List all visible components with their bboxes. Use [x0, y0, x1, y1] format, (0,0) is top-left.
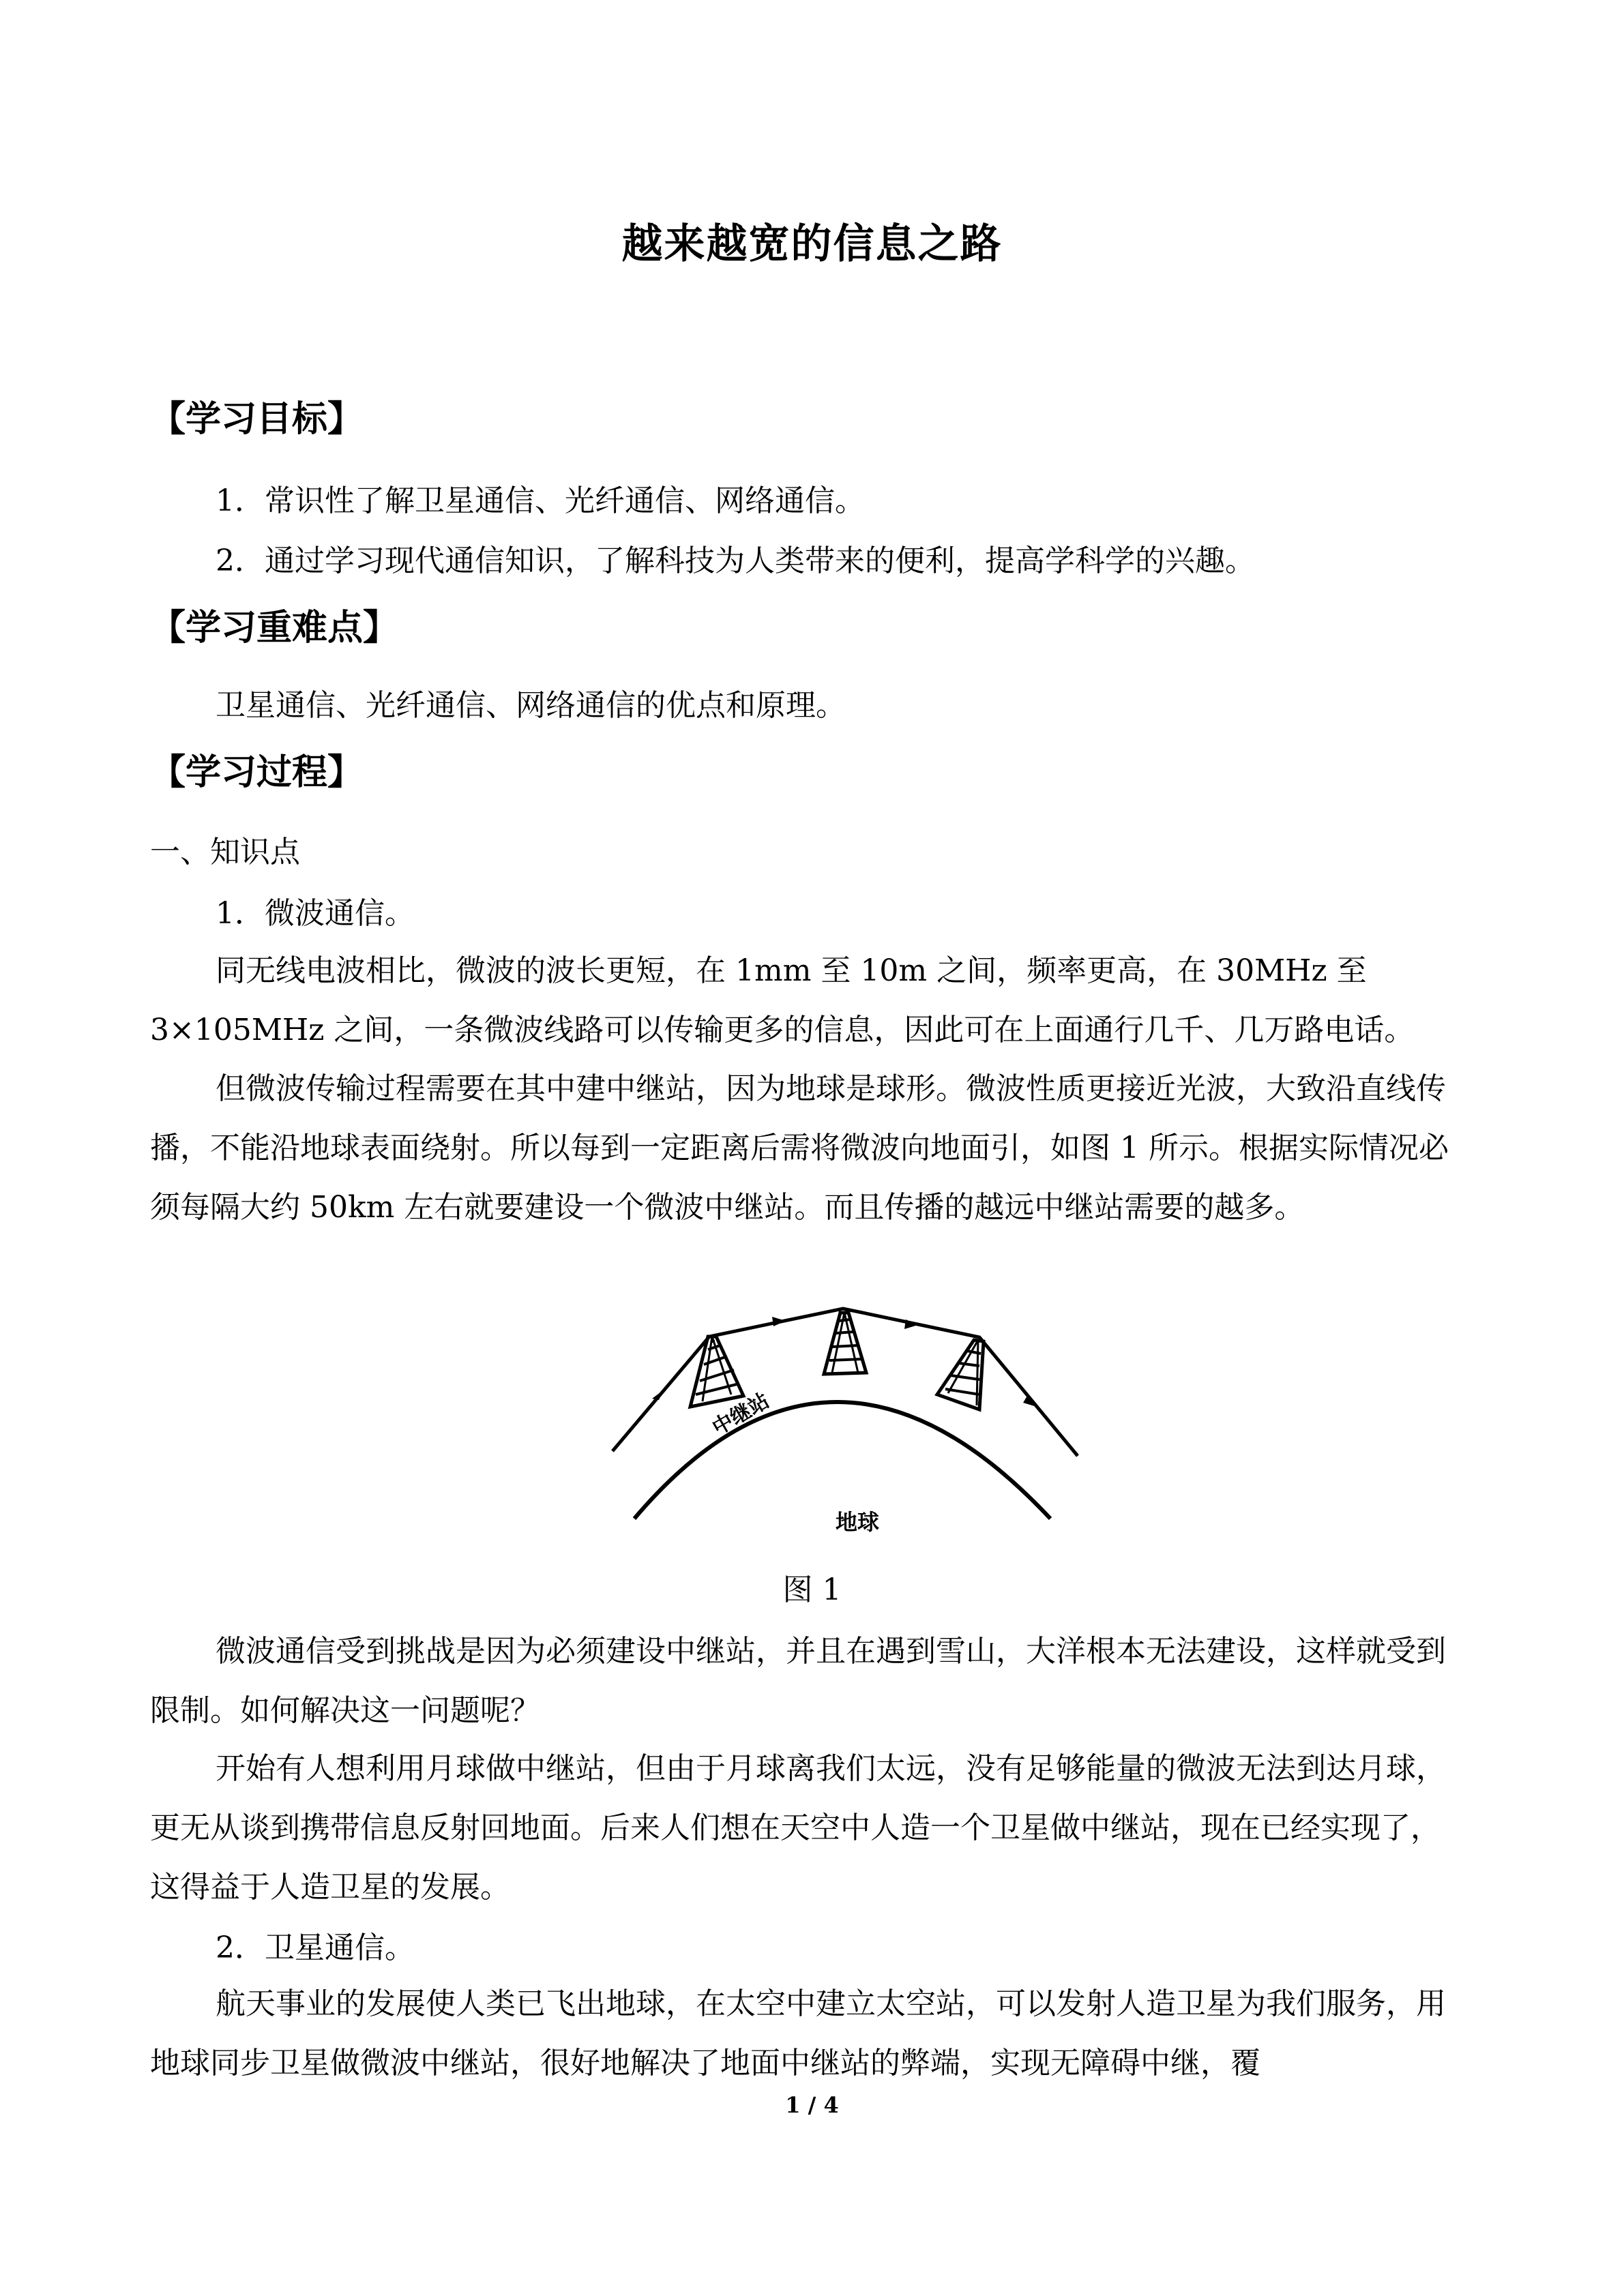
paragraph-challenge: 微波通信受到挑战是因为必须建设中继站，并且在遇到雪山，大洋根本无法建设，这样就受到限制。如何解决这一问题呢？ [150, 1634, 1446, 1728]
earth-label: 地球 [836, 1509, 880, 1535]
arrow-2 [772, 1317, 786, 1326]
section-label: 一、知识点 [150, 835, 300, 869]
arrow-3 [904, 1320, 918, 1329]
paragraph-relay-stations: 但微波传输过程需要在其中建中继站，因为地球是球形。微波性质更接近光波，大致沿直线传播，不能沿地球表面绕射。所以每到一定距离后需将微波向地面引，如图 1 所示。根据实际情况必须每隔大约 50km 左右就要建设一个微波中继站。而且传播的越远中继站需要的越多。 [150, 1071, 1449, 1225]
figure-caption: 图 1 [782, 1572, 842, 1607]
paragraph-satellite: 航天事业的发展使人类已飞出地球，在太空中建立太空站，可以发射人造卫星为我们服务，用地球同步卫星做微波中继站，很好地解决了地面中继站的弊端，实现无障碍中继，覆 [150, 1986, 1446, 2081]
goal-item-2: 2．通过学习现代通信知识，了解科技为人类带来的便利，提高学科学的兴趣。 [216, 543, 1255, 578]
paragraph-moon-relay: 开始有人想利用月球做中继站，但由于月球离我们太远，没有足够能量的微波无法到达月球，更无从谈到携带信息反射回地面。后来人们想在天空中人造一个卫星做中继站，现在已经实现了，这得益于人造卫星的发展。 [150, 1751, 1446, 1905]
key-points-heading: 【学习重难点】 [150, 608, 399, 648]
relay-tower-3 [937, 1340, 984, 1410]
relay-diagram [600, 1299, 1091, 1551]
point-satellite: 2．卫星通信。 [216, 1930, 415, 1965]
relay-station-label: 中继站 [708, 1388, 773, 1440]
key-points-text: 卫星通信、光纤通信、网络通信的优点和原理。 [216, 688, 846, 723]
earth-arc [634, 1402, 1050, 1519]
goal-item-1: 1．常识性了解卫星通信、光纤通信、网络通信。 [216, 483, 865, 518]
paragraph-microwave-intro: 同无线电波相比，微波的波长更短，在 1mm 至 10m 之间，频率更高，在 30MHz 至 3×105MHz 之间，一条微波线路可以传输更多的信息，因此可在上面通行几千、几万路电话。 [150, 953, 1415, 1047]
signal-path [612, 1309, 1078, 1456]
process-heading: 【学习过程】 [150, 752, 364, 793]
point-microwave: 1．微波通信。 [216, 896, 415, 931]
goals-heading: 【学习目标】 [150, 399, 364, 440]
page-title: 越来越宽的信息之路 [621, 220, 1003, 268]
page-number: 1 / 4 [785, 2092, 839, 2118]
relay-tower-2 [824, 1313, 866, 1374]
relay-diagram-svg [600, 1299, 1091, 1551]
